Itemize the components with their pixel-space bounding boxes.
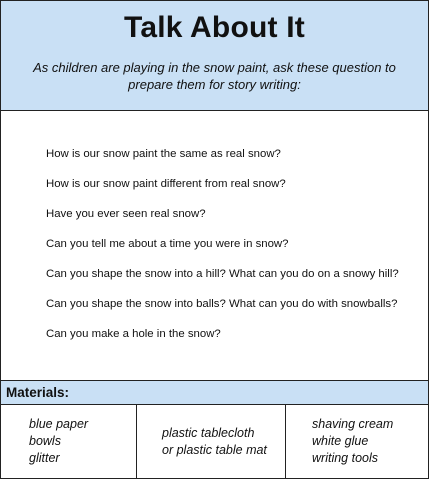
material-item: white glue [312, 434, 369, 448]
instructions-subtitle: As children are playing in the snow paint, ask these question to prepare them for story writing: [33, 60, 396, 92]
question-item: Can you shape the snow into balls? What can you do with snowballs? [46, 298, 398, 310]
materials-column-3 [285, 405, 428, 478]
page-title: Talk About It [124, 11, 305, 44]
question-item: How is our snow paint different from real snow? [46, 178, 286, 190]
material-item: blue paper [29, 417, 89, 431]
material-item: plastic tablecloth [162, 425, 255, 440]
material-item: bowls [29, 434, 61, 448]
question-list [46, 147, 416, 357]
materials-column-1 [1, 405, 136, 478]
materials-header [1, 380, 428, 405]
material-item: glitter [29, 451, 60, 465]
header-panel [1, 1, 428, 111]
question-item: Can you shape the snow into a hill? What can you do on a snowy hill? [46, 268, 399, 280]
question-item: How is our snow paint the same as real snow? [46, 148, 281, 160]
materials-column-2 [136, 405, 285, 478]
question-item: Have you ever seen real snow? [46, 208, 206, 220]
material-item: or plastic table mat [162, 442, 267, 457]
question-item: Can you tell me about a time you were in snow? [46, 238, 289, 250]
materials-label: Materials: [6, 385, 70, 400]
question-item: Can you make a hole in the snow? [46, 328, 221, 340]
material-item: writing tools [312, 451, 378, 465]
material-item: shaving cream [312, 417, 394, 431]
